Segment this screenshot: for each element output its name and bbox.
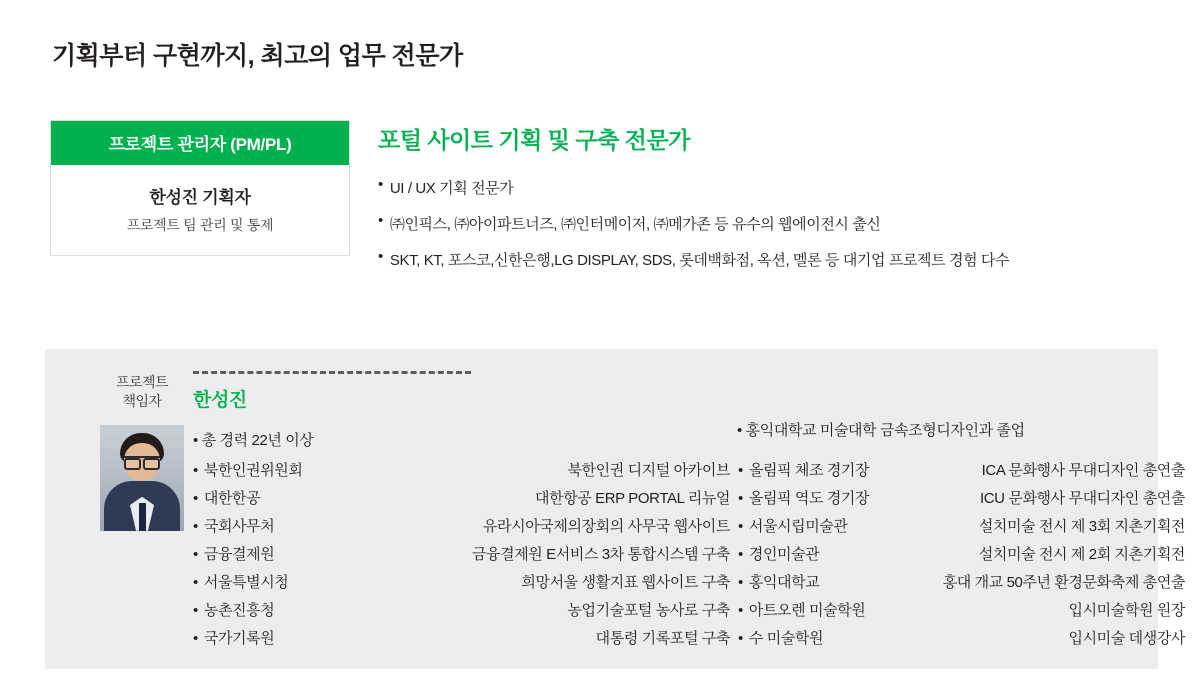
list-item-label: 국가기록원 xyxy=(203,630,275,647)
list-item xyxy=(193,569,365,597)
list-item-label: 국회사무처 xyxy=(203,518,275,535)
list-item-value: 설치미술 전시 제 2회 지촌기획전 xyxy=(978,546,1185,563)
bullet-icon: • xyxy=(738,602,743,619)
bullet-icon: • xyxy=(193,490,198,507)
bullet-icon: • xyxy=(378,176,383,193)
profile-role-label-line1: 프로젝트 xyxy=(115,374,169,390)
activities-column xyxy=(738,457,1193,653)
activity-value-list xyxy=(893,457,1193,653)
bullet-icon: • xyxy=(378,248,383,265)
bullet-icon: • xyxy=(193,546,198,563)
list-item-value: 대한항공 ERP PORTAL 리뉴얼 xyxy=(535,490,730,507)
list-item xyxy=(193,625,365,653)
profile-photo xyxy=(100,425,184,531)
bullet-icon: • xyxy=(738,462,743,479)
summary-item-text: UI / UX 기획 전문가 xyxy=(389,180,514,197)
list-item xyxy=(738,457,893,485)
role-card-name: 한성진 기획자 xyxy=(149,188,251,207)
list-item xyxy=(193,597,365,625)
list-item-label: 아트오렌 미술학원 xyxy=(748,602,866,619)
bullet-icon: • xyxy=(193,432,198,449)
list-item xyxy=(738,569,893,597)
list-item-value: ICU 문화행사 무대디자인 총연출 xyxy=(979,490,1185,507)
summary-item xyxy=(378,249,1168,270)
list-item-label: 북한인권위원회 xyxy=(203,462,303,479)
bullet-icon: • xyxy=(738,518,743,535)
bullet-icon: • xyxy=(738,630,743,647)
list-item xyxy=(193,485,365,513)
list-item xyxy=(193,541,365,569)
list-item xyxy=(193,513,365,541)
profile-role-label-line2: 책임자 xyxy=(122,392,162,409)
summary-item-text: ㈜인픽스, ㈜아이파트너즈, ㈜인터메이저, ㈜메가존 등 유수의 웹에이전시 출신 xyxy=(389,216,881,233)
bullet-icon: • xyxy=(193,602,198,619)
list-item-value: 입시미술학원 원장 xyxy=(1068,602,1185,619)
list-item-label: 금융결제원 xyxy=(203,546,275,563)
list-item-label: 대한한공 xyxy=(203,490,261,507)
profile-role-label xyxy=(100,373,184,411)
divider xyxy=(193,371,471,374)
list-item-value: 대통령 기록포털 구축 xyxy=(595,630,730,647)
list-item xyxy=(738,485,893,513)
summary-item xyxy=(378,213,1168,234)
list-item-value: 설치미술 전시 제 3회 지촌기획전 xyxy=(978,518,1185,535)
list-item-label: 농촌진흥청 xyxy=(203,602,275,619)
summary-section xyxy=(378,122,1168,285)
role-card-header: 프로젝트 관리자 (PM/PL) xyxy=(51,121,349,165)
list-item xyxy=(738,541,893,569)
summary-title: 포털 사이트 기획 및 구축 전문가 xyxy=(378,127,690,153)
list-item-value: 입시미술 데생강사 xyxy=(1068,630,1185,647)
list-item-label: 서울특별시청 xyxy=(203,574,289,591)
role-card-body xyxy=(51,165,349,255)
summary-item xyxy=(378,177,1168,198)
bullet-icon: • xyxy=(738,574,743,591)
summary-item-text: SKT, KT, 포스코,신한은행,LG DISPLAY, SDS, 롯데백화점, 옥션, 멜론 등 대기업 프로젝트 경험 다수 xyxy=(389,252,1010,269)
list-item-label: 홍익대학교 xyxy=(748,574,820,591)
list-item-label: 올림픽 체조 경기장 xyxy=(748,462,870,479)
bullet-icon: • xyxy=(193,574,198,591)
bullet-icon: • xyxy=(738,490,743,507)
bullet-icon: • xyxy=(738,546,743,563)
role-card xyxy=(50,120,350,256)
list-item-value: 금융결제원 E서비스 3차 통합시스템 구축 xyxy=(471,546,730,563)
list-item-value: ICA 문화행사 무대디자인 총연출 xyxy=(981,462,1185,479)
project-client-list xyxy=(193,457,365,653)
list-item-label: 수 미술학원 xyxy=(748,630,824,647)
list-item xyxy=(193,457,365,485)
list-item-value: 유라시아국제의장회의 사무국 웹사이트 xyxy=(482,518,730,535)
profile-name: 한성진 xyxy=(193,390,247,411)
bullet-icon: • xyxy=(193,630,198,647)
activity-client-list xyxy=(738,457,893,653)
profile-left-column xyxy=(100,373,184,531)
list-item xyxy=(738,513,893,541)
list-item-label: 서울시립미술관 xyxy=(748,518,848,535)
list-item-value: 홍대 개교 50주년 환경문화축제 총연출 xyxy=(942,574,1185,591)
projects-column xyxy=(193,457,738,653)
list-item-value: 희망서울 생활지표 웹사이트 구축 xyxy=(521,574,730,591)
list-item-value: 북한인권 디지털 아카이브 xyxy=(567,462,730,479)
role-card-description: 프로젝트 팀 관리 및 통제 xyxy=(126,217,274,233)
education-line xyxy=(737,419,1025,440)
bullet-icon: • xyxy=(378,212,383,229)
list-item-label: 경인미술관 xyxy=(748,546,820,563)
bullet-icon: • xyxy=(193,518,198,535)
profile-panel xyxy=(45,349,1185,669)
list-item-label: 올림픽 역도 경기장 xyxy=(748,490,870,507)
bullet-icon: • xyxy=(193,462,198,479)
list-item xyxy=(738,625,893,653)
profile-columns xyxy=(193,457,1193,653)
list-item xyxy=(738,597,893,625)
summary-list xyxy=(378,177,1168,270)
glasses-icon xyxy=(124,456,160,467)
education-text: 홍익대학교 미술대학 금속조형디자인과 졸업 xyxy=(745,422,1025,439)
photo-tie xyxy=(139,503,146,531)
bullet-icon: • xyxy=(737,422,742,439)
page-title: 기획부터 구현까지, 최고의 업무 전문가 xyxy=(52,42,463,70)
profile-career-text: 총 경력 22년 이상 xyxy=(201,432,314,449)
project-value-list xyxy=(365,457,738,653)
list-item-value: 농업기술포털 농사로 구축 xyxy=(567,602,730,619)
